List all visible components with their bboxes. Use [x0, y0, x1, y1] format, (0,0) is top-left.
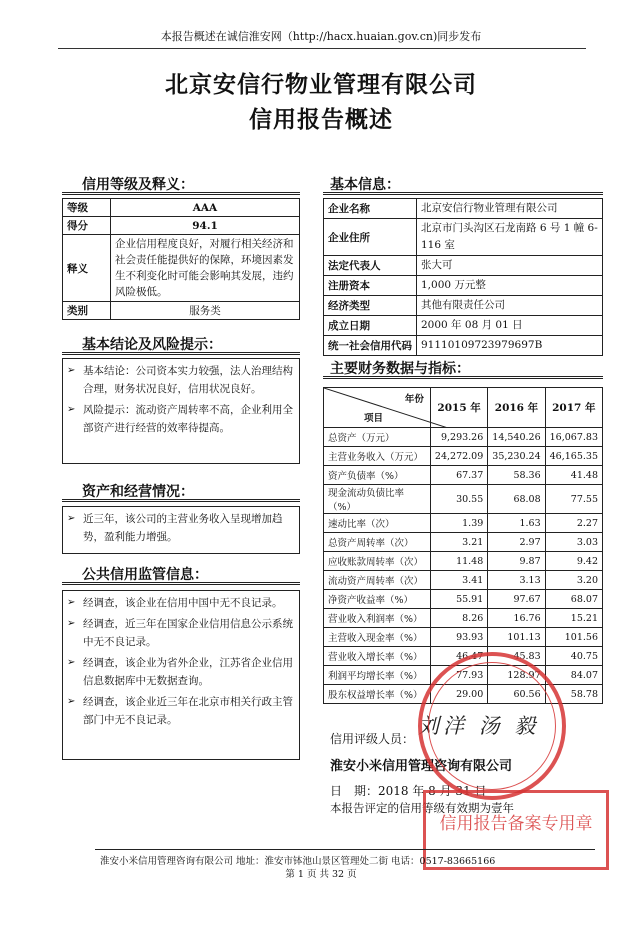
credit-code-value: 91110109723979697B: [417, 336, 603, 356]
metric-value: 40.75: [545, 647, 602, 666]
arrow-bullet-icon: ➢: [67, 618, 76, 629]
economy-type-value: 其他有限责任公司: [417, 296, 603, 316]
metric-value: 68.07: [545, 590, 602, 609]
metric-value: 11.48: [430, 552, 487, 571]
list-item: [67, 693, 293, 729]
table-row: [324, 533, 603, 552]
grade-table: [62, 198, 300, 320]
metric-label: 净资产收益率（%）: [324, 590, 431, 609]
year-header: 2017 年: [545, 388, 602, 428]
conclusion-box: [62, 358, 300, 464]
list-item: [67, 510, 293, 546]
table-row: [324, 276, 603, 296]
metric-value: 30.55: [430, 485, 487, 514]
round-seal-inner-ring: [428, 662, 556, 790]
founded-key: 成立日期: [324, 316, 417, 336]
filing-seal-text: 信用报告备案专用章: [439, 814, 593, 834]
founded-value: 2000 年 08 月 01 日: [417, 316, 603, 336]
conclusion-heading: 基本结论及风险提示：: [82, 337, 222, 353]
metric-value: 3.20: [545, 571, 602, 590]
finance-heading-underline: [323, 376, 603, 379]
metric-label: 流动资产周转率（次）: [324, 571, 431, 590]
finance-table: [323, 387, 603, 704]
table-header-row: [324, 388, 603, 428]
assets-box: [62, 506, 300, 554]
table-row: [63, 217, 300, 235]
table-row: [324, 514, 603, 533]
metric-value: 77.55: [545, 485, 602, 514]
table-row: [324, 628, 603, 647]
company-title: 北京安信行物业管理有限公司: [165, 71, 477, 98]
metric-label: 资产负债率（%）: [324, 466, 431, 485]
page-number: 第 1 页 共 32 页: [285, 869, 357, 880]
metric-value: 2.27: [545, 514, 602, 533]
metric-value: 9.42: [545, 552, 602, 571]
metric-value: 3.13: [488, 571, 545, 590]
table-row: [324, 219, 603, 256]
company-name-key: 企业名称: [324, 199, 417, 219]
metric-label: 速动比率（次）: [324, 514, 431, 533]
metric-label: 利润平均增长率（%）: [324, 666, 431, 685]
metric-value: 93.93: [430, 628, 487, 647]
table-row: [324, 552, 603, 571]
table-row: [324, 466, 603, 485]
metric-value: 2.97: [488, 533, 545, 552]
metric-value: 29.00: [430, 685, 487, 704]
basic-heading: 基本信息：: [330, 177, 400, 193]
metric-value: 97.67: [488, 590, 545, 609]
metric-value: 45.83: [488, 647, 545, 666]
metric-value: 3.03: [545, 533, 602, 552]
table-row: [324, 485, 603, 514]
table-row: [324, 296, 603, 316]
corner-year-label: 年份: [404, 394, 424, 405]
table-row: [63, 199, 300, 217]
credit-code-key: 统一社会信用代码: [324, 336, 417, 356]
metric-value: 101.13: [488, 628, 545, 647]
arrow-bullet-icon: ➢: [67, 404, 76, 415]
year-header: 2015 年: [430, 388, 487, 428]
table-row: [324, 199, 603, 219]
grade-value: AAA: [111, 199, 300, 217]
rater-label: 信用评级人员：: [330, 732, 415, 746]
supervision-text: 经调查，该企业为省外企业，江苏省企业信用信息数据库中无数据查询。: [83, 657, 293, 687]
address-key: 企业住所: [324, 219, 417, 256]
metric-value: 67.37: [430, 466, 487, 485]
corner-diagonal: [324, 388, 448, 428]
supervision-text: 经调查，该企业近三年在北京市相关行政主管部门中无不良记录。: [83, 696, 293, 726]
capital-value: 1,000 万元整: [417, 276, 603, 296]
list-item: [67, 362, 293, 398]
metric-value: 35,230.24: [488, 447, 545, 466]
metric-label: 总资产（万元）: [324, 428, 431, 447]
metric-value: 14,540.26: [488, 428, 545, 447]
metric-label: 现金流动负债比率（%）: [324, 485, 431, 514]
metric-value: 1.63: [488, 514, 545, 533]
arrow-bullet-icon: ➢: [67, 513, 76, 524]
legal-rep-value: 张大可: [417, 256, 603, 276]
table-row: [324, 256, 603, 276]
score-key: 得分: [63, 217, 111, 235]
meaning-key: 释义: [63, 235, 111, 302]
metric-label: 营业收入增长率（%）: [324, 647, 431, 666]
metric-value: 58.36: [488, 466, 545, 485]
supervision-text: 经调查，该企业在信用中国中无不良记录。: [83, 597, 283, 609]
score-value: 94.1: [111, 217, 300, 235]
metric-value: 9.87: [488, 552, 545, 571]
list-item: [67, 654, 293, 690]
round-seal-stamp: [418, 652, 566, 800]
metric-value: 60.56: [488, 685, 545, 704]
table-row: [324, 428, 603, 447]
metric-value: 8.26: [430, 609, 487, 628]
metric-value: 77.93: [430, 666, 487, 685]
grade-heading-underline: [62, 192, 300, 195]
report-title: 信用报告概述: [249, 106, 393, 133]
list-item: [67, 594, 293, 612]
metric-value: 46.47: [430, 647, 487, 666]
category-value: 服务类: [111, 302, 300, 320]
metric-value: 15.21: [545, 609, 602, 628]
arrow-bullet-icon: ➢: [67, 696, 76, 707]
table-row: [63, 235, 300, 302]
basic-heading-underline: [323, 192, 603, 195]
metric-value: 101.56: [545, 628, 602, 647]
metric-value: 1.39: [430, 514, 487, 533]
metric-label: 股东权益增长率（%）: [324, 685, 431, 704]
validity-text: 本报告评定的信用等级有效期为壹年: [330, 801, 514, 815]
metric-value: 16,067.83: [545, 428, 602, 447]
grade-key: 等级: [63, 199, 111, 217]
footer-contact: 淮安小米信用管理咨询有限公司 地址：淮安市钵池山景区管理处二街 电话：0517-83665166: [100, 856, 496, 867]
metric-value: 24,272.09: [430, 447, 487, 466]
meaning-value: 企业信用程度良好，对履行相关经济和社会责任能提供好的保障，环境因素发生不利变化时可能会影响其发展，违约风险极低。: [111, 235, 300, 302]
finance-heading: 主要财务数据与指标：: [330, 361, 470, 377]
assets-heading-underline: [62, 499, 300, 502]
year-header: 2016 年: [488, 388, 545, 428]
metric-label: 应收账款周转率（次）: [324, 552, 431, 571]
metric-label: 主营业务收入（万元）: [324, 447, 431, 466]
economy-type-key: 经济类型: [324, 296, 417, 316]
table-row: [324, 571, 603, 590]
metric-value: 128.97: [488, 666, 545, 685]
table-row: [324, 336, 603, 356]
list-item: [67, 615, 293, 651]
metric-value: 3.41: [430, 571, 487, 590]
metric-value: 9,293.26: [430, 428, 487, 447]
conclusion-text: 基本结论：公司资本实力较强，法人治理结构合理，财务状况良好，信用状况良好。: [83, 365, 293, 395]
publication-notice: 本报告概述在诚信淮安网（http://hacx.huaian.gov.cn)同步发布: [160, 30, 482, 43]
arrow-bullet-icon: ➢: [67, 657, 76, 668]
metric-value: 41.48: [545, 466, 602, 485]
assets-text: 近三年，该公司的主营业务收入呈现增加趋势，盈利能力增强。: [83, 513, 283, 543]
supervision-text: 经调查，近三年在国家企业信用信息公示系统中无不良记录。: [83, 618, 293, 648]
metric-label: 营业收入利润率（%）: [324, 609, 431, 628]
capital-key: 注册资本: [324, 276, 417, 296]
metric-value: 16.76: [488, 609, 545, 628]
table-corner: [324, 388, 431, 428]
category-key: 类别: [63, 302, 111, 320]
assets-heading: 资产和经营情况：: [82, 484, 194, 500]
metric-value: 46,165.35: [545, 447, 602, 466]
footer-rule: [95, 849, 595, 850]
legal-rep-key: 法定代表人: [324, 256, 417, 276]
metric-value: 55.91: [430, 590, 487, 609]
address-value: 北京市门头沟区石龙南路 6 号 1 幢 6-116 室: [417, 219, 603, 256]
header-rule: [58, 48, 586, 49]
grade-heading: 信用等级及释义：: [82, 177, 194, 193]
metric-value: 3.21: [430, 533, 487, 552]
table-row: [324, 609, 603, 628]
metric-label: 主营收入现金率（%）: [324, 628, 431, 647]
metric-value: 84.07: [545, 666, 602, 685]
table-row: [324, 590, 603, 609]
rating-date: 日 期：2018 年 8 月 31 日: [330, 784, 487, 798]
company-name-value: 北京安信行物业管理有限公司: [417, 199, 603, 219]
metric-label: 总资产周转率（次）: [324, 533, 431, 552]
corner-item-label: 项目: [364, 413, 384, 424]
risk-text: 风险提示：流动资产周转率不高，企业利用全部资产进行经营的效率待提高。: [83, 404, 293, 434]
list-item: [67, 401, 293, 437]
metric-value: 58.78: [545, 685, 602, 704]
metric-value: 68.08: [488, 485, 545, 514]
supervision-box: [62, 590, 300, 760]
arrow-bullet-icon: ➢: [67, 597, 76, 608]
supervision-heading: 公共信用监管信息：: [82, 567, 208, 583]
signature-image: 刘洋 汤 毅: [418, 714, 540, 738]
arrow-bullet-icon: ➢: [67, 365, 76, 376]
supervision-heading-underline: [62, 582, 300, 585]
table-row: [324, 316, 603, 336]
table-row: [63, 302, 300, 320]
conclusion-heading-underline: [62, 352, 300, 355]
basic-info-table: [323, 198, 603, 356]
rating-company: 淮安小米信用管理咨询有限公司: [330, 759, 513, 774]
table-row: [324, 447, 603, 466]
